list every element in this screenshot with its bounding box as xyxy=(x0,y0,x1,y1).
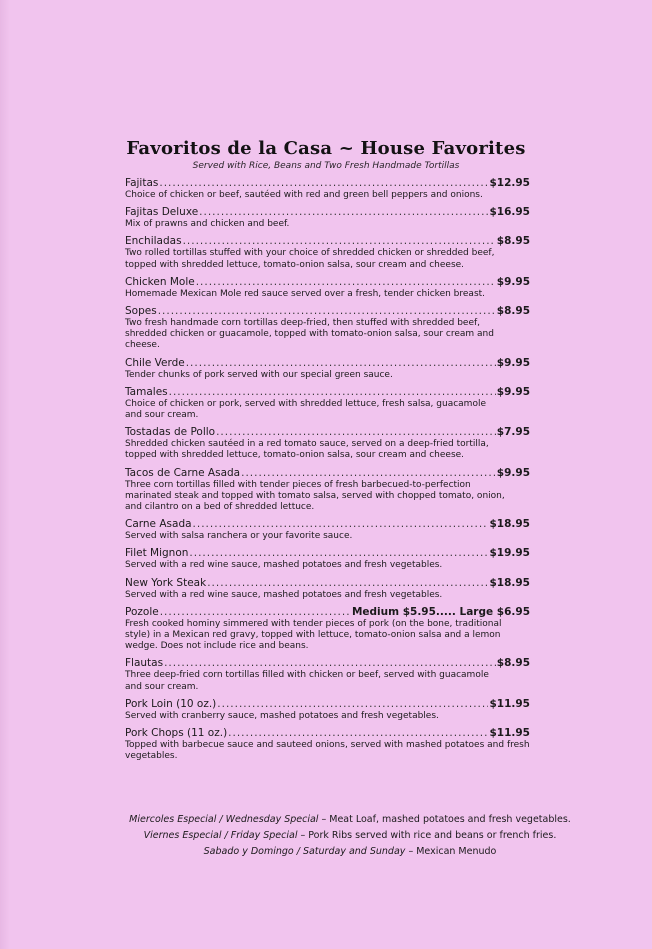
menu-item xyxy=(125,577,565,601)
item-price: $11.95 xyxy=(489,727,530,740)
item-price: $8.95 xyxy=(496,305,530,318)
item-description: Homemade Mexican Mole red sauce served over a fresh, tender chicken breast. xyxy=(125,288,486,299)
item-price: $9.95 xyxy=(496,385,530,398)
pozole-medium-price: $5.95 xyxy=(402,605,436,618)
item-price: $8.95 xyxy=(496,657,530,670)
item-description: Three deep-fried corn tortillas filled with chicken or beef, served with guacamole and sour cream. xyxy=(125,670,489,692)
item-name: Tacos de Carne Asada xyxy=(125,466,241,479)
item-name: New York Steak xyxy=(125,576,207,589)
menu-item xyxy=(125,305,565,352)
menu-subtitle: Served with Rice, Beans and Two Fresh Handmade Tortillas xyxy=(192,161,460,171)
special-friday: Viernes Especial / Friday Special – Pork Ribs served with rice and beans or french fries. xyxy=(143,830,557,841)
menu-item xyxy=(125,386,565,421)
menu-item xyxy=(125,518,565,542)
item-name: Sopes xyxy=(125,305,157,318)
item-name: Pork Loin (10 oz.) xyxy=(125,697,217,710)
item-price: $9.95 xyxy=(496,275,530,288)
menu-item xyxy=(125,206,565,230)
item-price: $7.95 xyxy=(496,426,530,439)
special-weekend: Sabado y Domingo / Saturday and Sunday – Mexican Menudo xyxy=(203,846,497,857)
special-wednesday: Miercoles Especial / Wednesday Special – Meat Loaf, mashed potatoes and fresh vegetables. xyxy=(129,814,571,825)
item-description: Topped with barbecue sauce and sauteed onions, served with mashed potatoes and fresh vegetables. xyxy=(125,740,530,762)
item-name: Enchiladas xyxy=(125,235,182,248)
item-name: Chicken Mole xyxy=(125,275,195,288)
item-price: $8.95 xyxy=(496,235,530,248)
menu-item xyxy=(125,177,565,201)
item-name: Tamales xyxy=(125,385,168,398)
item-description: Served with a red wine sauce, mashed potatoes and fresh vegetables. xyxy=(125,589,443,600)
item-price: $12.95 xyxy=(489,177,530,189)
menu-item xyxy=(125,698,565,722)
item-description: Shredded chicken sautéed in a red tomato sauce, served on a deep-fried tortilla, topped with shredded lettuce, tomato-onion salsa, sour cream and cheese. xyxy=(125,439,489,461)
pozole-large-price: $6.95 xyxy=(496,605,530,618)
pozole-medium-label: Medium xyxy=(351,605,400,618)
item-name: Fajitas Deluxe xyxy=(125,206,199,219)
menu-title: Favoritos de la Casa ~ House Favorites xyxy=(126,138,526,159)
menu-item xyxy=(125,467,565,514)
menu-item xyxy=(125,727,565,762)
item-description: Mix of prawns and chicken and beef. xyxy=(125,219,290,230)
menu-list xyxy=(125,177,565,767)
item-price: $11.95 xyxy=(489,697,530,710)
item-description: Served with salsa ranchera or your favorite sauce. xyxy=(125,531,353,542)
item-description: Choice of chicken or beef, sautéed with red and green bell peppers and onions. xyxy=(125,190,483,200)
menu-item xyxy=(125,426,565,461)
menu-item xyxy=(125,657,565,692)
item-price: $9.95 xyxy=(496,466,530,479)
item-name: Chile Verde xyxy=(125,356,185,369)
item-description: Three corn tortillas filled with tender pieces of fresh barbecued-to-perfection marinated steak and topped with tomato salsa, served with chopped tomato, onion, and cilantro on a bed of shredded lettuce. xyxy=(125,479,505,513)
item-price: $18.95 xyxy=(489,576,530,589)
item-price: $19.95 xyxy=(489,547,530,560)
menu-item xyxy=(125,547,565,571)
item-description: Served with cranberry sauce, mashed potatoes and fresh vegetables. xyxy=(125,710,439,721)
item-name: Filet Mignon xyxy=(125,547,189,560)
item-name: Carne Asada xyxy=(125,518,192,531)
menu-item xyxy=(125,235,565,270)
item-name: Flautas xyxy=(125,657,164,670)
item-description: Fresh cooked hominy simmered with tender pieces of pork (on the bone, traditional style) in a Mexican red gravy, topped with lettuce, tomato-onion salsa and a lemon wedge. Does not include rice and beans. xyxy=(125,618,502,652)
item-name: Tostadas de Pollo xyxy=(125,426,216,439)
item-price: $16.95 xyxy=(489,206,530,219)
item-name: Fajitas xyxy=(125,177,159,189)
item-price: $9.95 xyxy=(496,356,530,369)
menu-item xyxy=(125,357,565,381)
menu-item xyxy=(125,276,565,300)
item-name: Pork Chops (11 oz.) xyxy=(125,727,228,740)
pozole-large-label: Large xyxy=(459,605,494,618)
item-description: Served with a red wine sauce, mashed potatoes and fresh vegetables. xyxy=(125,560,443,571)
item-description: Tender chunks of pork served with our special green sauce. xyxy=(125,369,393,380)
specials xyxy=(100,812,600,860)
item-description: Two fresh handmade corn tortillas deep-fried, then stuffed with shredded beef, shredded chicken or guacamole, topped with tomato-onion salsa, sour cream and cheese. xyxy=(125,318,494,351)
item-price: $18.95 xyxy=(489,518,530,531)
menu-item-pozole xyxy=(125,606,565,653)
pozole-sizes: Medium $5.95..... Large $6.95 xyxy=(351,605,530,618)
item-description: Choice of chicken or pork, served with shredded lettuce, fresh salsa, guacamole and sour cream. xyxy=(125,398,486,421)
item-name: Pozole xyxy=(125,605,159,618)
item-description: Two rolled tortillas stuffed with your choice of shredded chicken or shredded beef, topped with shredded lettuce, tomato-onion salsa, sour cream and cheese. xyxy=(125,248,495,270)
